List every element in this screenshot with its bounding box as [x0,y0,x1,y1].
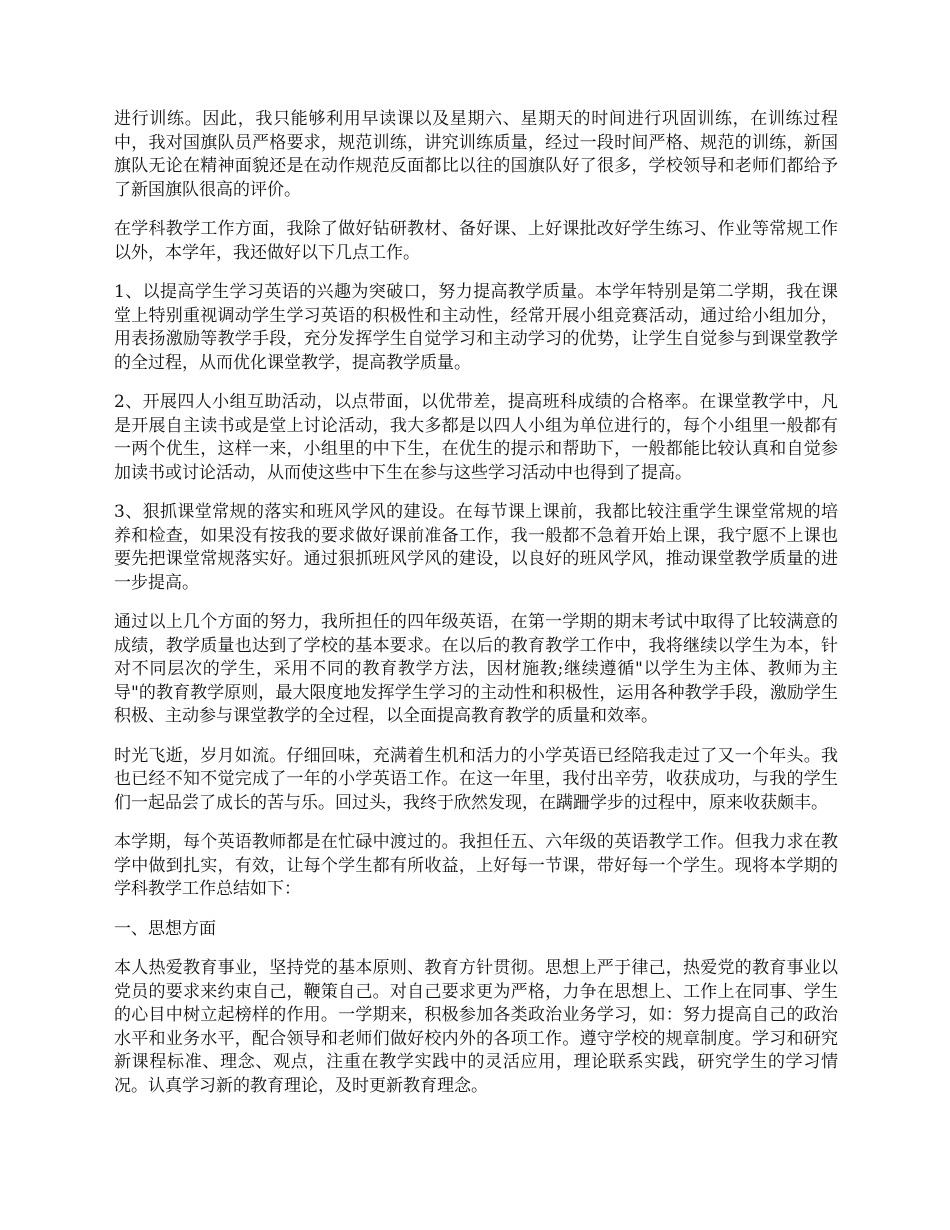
paragraph-ideology-details: 本人热爱教育事业，坚持党的基本原则、教育方针贯彻。思想上严于律己，热爱党的教育事业以党员的要求来约束自己，鞭策自己。对自己要求更为严格，力争在思想上、工作上在同事、学生的心目中树立起榜样的作用。一学期来，积极参加各类政治业务学习，如：努力提高自己的政治水平和业务水平，配合领导和老师们做好校内外的各项工作。遵守学校的规章制度。学习和研究新课程标准、理念、观点，注重在教学实践中的灵活应用，理论联系实践，研究学生的学习情况。认真学习新的教育理论，及时更新教育理念。 [114,958,838,1096]
paragraph-point-1-interest: 1、以提高学生学习英语的兴趣为突破口，努力提高教学质量。本学年特别是第二学期，我在课堂上特别重视调动学生学习英语的积极性和主动性，经常开展小组竞赛活动，通过给小组加分，用表扬激励等教学手段，充分发挥学生自觉学习和主动学习的优势，让学生自觉参与到课堂教学的全过程，从而优化课堂教学，提高教学质量。 [114,282,838,373]
paragraph-semester-summary-intro: 本学期，每个英语教师都是在忙碌中渡过的。我担任五、六年级的英语教学工作。但我力求在教学中做到扎实，有效，让每个学生都有所收益，上好每一节课，带好每一个学生。现将本学期的学科教学工作总结如下： [114,832,838,899]
paragraph-point-2-group-activity: 2、开展四人小组互助活动，以点带面，以优带差，提高班科成绩的合格率。在课堂教学中，凡是开展自主读书或是堂上讨论活动，我大多都是以四人小组为单位进行的，每个小组里一般都有一两个优生，这样一来，小组里的中下生，在优生的提示和帮助下，一般都能比较认真和自觉参加读书或讨论活动，从而使这些中下生在参与这些学习活动中也得到了提高。 [114,392,838,483]
paragraph-subject-teaching-intro: 在学科教学工作方面，我除了做好钻研教材、备好课、上好课批改好学生练习、作业等常规工作以外，本学年，我还做好以下几点工作。 [114,219,838,263]
paragraph-flag-team-training: 进行训练。因此，我只能够利用早读课以及星期六、星期天的时间进行巩固训练，在训练过程中，我对国旗队员严格要求，规范训练，讲究训练质量，经过一段时间严格、规范的训练，新国旗队无论在精神面貌还是在动作规范反面都比以往的国旗队好了很多，学校领导和老师们都给予了新国旗队很高的评价。 [114,109,838,200]
section-heading-ideology: 一、思想方面 [114,918,216,939]
paragraph-year-reflection: 时光飞逝，岁月如流。仔细回味，充满着生机和活力的小学英语已经陪我走过了又一个年头。我也已经不知不觉完成了一年的小学英语工作。在这一年里，我付出辛劳，收获成功，与我的学生们一起品尝了成长的苦与乐。回过头，我终于欣然发现，在蹒跚学步的过程中，原来收获颇丰。 [114,745,838,813]
paragraph-point-3-classroom-routine: 3、狠抓课堂常规的落实和班风学风的建设。在每节课上课前，我都比较注重学生课堂常规的培养和检查，如果没有按我的要求做好课前准备工作，我一般都不急着开始上课，我宁愿不上课也要先把课堂常规落实好。通过狠抓班风学风的建设，以良好的班风学风，推动课堂教学质量的进一步提高。 [114,502,838,593]
paragraph-results-and-plans: 通过以上几个方面的努力，我所担任的四年级英语，在第一学期的期末考试中取得了比较满意的成绩，教学质量也达到了学校的基本要求。在以后的教育教学工作中，我将继续以学生为本，针对不同层次的学生，采用不同的教育教学方法，因材施教;继续遵循"以学生为主体、教师为主导"的教育教学原则，最大限度地发挥学生学习的主动性和积极性，运用各种教学手段，激励学生积极、主动参与课堂教学的全过程，以全面提高教育教学的质量和效率。 [114,612,838,726]
document-page [114,108,838,1114]
